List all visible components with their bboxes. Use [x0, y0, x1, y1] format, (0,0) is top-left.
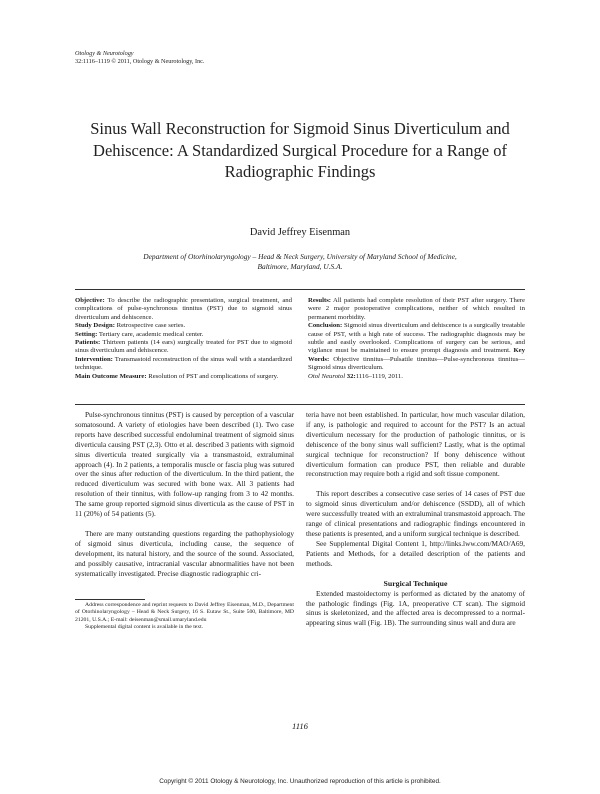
design-label: Study Design:: [75, 322, 115, 330]
results-label: Results:: [308, 297, 332, 304]
abstract-bottom-rule: [75, 404, 525, 405]
cite-pages: 1116–1119, 2011.: [355, 372, 403, 380]
body-right-column: [306, 410, 525, 632]
abstract-left-column: [75, 297, 292, 381]
footnote-supplemental: Supplemental digital content is available in the text.: [85, 624, 204, 631]
design-text: Retrospective case series.: [116, 322, 186, 330]
patients-text: Thirteen patients (14 ears) surgically treated for PST due to sigmoid sinus diverticulum and dehiscence.: [75, 339, 292, 355]
affiliation-line-1: Department of Otorhinolaryngology – Head & Neck Surgery, University of Maryland School of Medicine,: [143, 252, 457, 261]
cite-journal: Otol Neurotol: [308, 372, 346, 380]
abstract-setting: [75, 331, 292, 339]
keywords-label: Key Words:: [308, 347, 525, 363]
body-left-column: [75, 410, 294, 632]
abstract-results: [308, 297, 525, 322]
abstract-outcome: [75, 373, 292, 381]
body-paragraph-1: Pulse-synchronous tinnitus (PST) is caused by perception of a vascular somatosound. A variety of etiologies have been described (1). Two case reports have described successful endoluminal treatment of sigmoid sinus diverticula causing PST (2,3). Otto et al. described 3 patients with sigmoid sinus diverticula treated surgically via a transmastoid, extraluminal approach (4). In 2 patients, a temporalis muscle or fascia plug was sutured over the sinus after reduction of the diverticulum. In the third patient, the reduced diverticulum was secured with bone wax. All 3 patients had resolution of their tinnitus, with follow-up ranging from 3 to 42 months. The same group reported sigmoid sinus diverticula as the cause of PST in 11 (20%) of 54 patients (5).: [75, 410, 294, 519]
article-title: Sinus Wall Reconstruction for Sigmoid Sinus Diverticulum and Dehiscence: A Standardized Surgical Procedure for a Range of Radiographic Findings: [90, 119, 510, 181]
abstract-citation: [308, 373, 525, 381]
objective-text: To describe the radiographic presentation, surgical treatment, and complications of pulse-synchronous tinnitus (PST) due to sigmoid sinus diverticulum and dehiscence.: [75, 297, 292, 321]
intervention-text: Transmastoid reconstruction of the sinus wall with a standardized technique.: [75, 355, 293, 372]
article-body: [75, 410, 525, 632]
author-affiliation: [90, 252, 510, 272]
abstract-patients: [75, 339, 292, 356]
body-paragraph-5: See Supplemental Digital Content 1, http://links.lww.com/MAO/A69, Patients and Methods, for a detailed description of the patients and methods.: [306, 538, 525, 568]
setting-label: Setting:: [75, 330, 98, 338]
journal-name: Otology & Neurotology: [75, 50, 134, 57]
abstract-objective: [75, 297, 292, 322]
body-paragraph-4: This report describes a consecutive case series of 14 cases of PST due to sigmoid sinus diverticulum and/or dehiscence (SSDD), all of which were successfully treated with an extraluminal transmastoid approach. The range of clinical presentations and radiographic findings encountered in these patients is presented, and a uniform surgical technique is described.: [306, 489, 525, 538]
keywords-text: Objective tinnitus—Pulsatile tinnitus—Pulse-synchronous tinnitus—Sigmoid sinus diverticulum.: [308, 355, 525, 372]
abstract-right-column: [308, 297, 525, 381]
abstract-top-rule: [75, 289, 525, 290]
objective-label: Objective:: [75, 297, 105, 304]
journal-header: [75, 50, 204, 66]
section-heading-surgical-technique: Surgical Technique: [383, 578, 448, 588]
copyright-notice: Copyright © 2011 Otology & Neurotology, Inc. Unauthorized reproduction of this article is prohibited.: [159, 778, 441, 785]
body-paragraph-3: teria have not been established. In particular, how much vascular dilation, if any, is pathologic and required to account for the PST? Is an actual diverticulum necessary for the production of pathologic tinnitus, or is dehiscence of the bony sinus wall sufficient? Lastly, what is the optimal surgical technique for reconstruction? If bony dehiscence without diverticulum formation can produce PST, then reliable and durable reconstruction may require both a rigid and soft tissue component.: [306, 410, 525, 479]
outcome-label: Main Outcome Measure:: [75, 372, 147, 380]
intervention-label: Intervention:: [75, 355, 113, 363]
results-text: All patients had complete resolution of their PST after surgery. There were 2 major postoperative complications, neither of which resulted in permanent morbidity.: [308, 297, 525, 321]
conclusion-label: Conclusion:: [308, 322, 343, 330]
affiliation-line-2: Baltimore, Maryland, U.S.A.: [257, 262, 343, 271]
cite-volume: 32:: [346, 372, 356, 380]
abstract-conclusion: [308, 322, 525, 372]
abstract-design: [75, 322, 292, 330]
footnote-rule: [75, 599, 145, 600]
journal-citation: 32:1116–1119 © 2011, Otology & Neurotology, Inc.: [75, 58, 205, 65]
body-paragraph-2: There are many outstanding questions regarding the pathophysiology of sigmoid sinus diverticula, including cause, the sequence of development, its natural history, and the source of the sound. Associated, and possibly causative, intracranial vascular abnormalities have not been systematically investigated. Precise diagnostic radiographic cri-: [75, 528, 294, 578]
footnote-correspondence: Address correspondence and reprint requests to David Jeffrey Eisenman, M.D., Department of Otorhinolaryngology – Head & Neck Surgery, 16 S. Eutaw St., Suite 500, Baltimore, MD 21201, U.S.A.; E-mail: deisenman@smail.umaryland.edu: [75, 601, 294, 623]
author-name: David Jeffrey Eisenman: [249, 227, 351, 238]
page-number: 1116: [292, 721, 308, 731]
abstract: [75, 297, 525, 381]
outcome-text: Resolution of PST and complications of surgery.: [148, 372, 279, 380]
conclusion-text: Sigmoid sinus diverticulum and dehiscence is a surgically treatable cause of PST, with a high rate of success. The radiographic diagnosis may be subtle and easily overlooked. Complications of surgery can be serious, and vigilance must be maintained to ensure prompt diagnosis and treatment.: [308, 322, 526, 355]
abstract-intervention: [75, 356, 292, 373]
setting-text: Tertiary care, academic medical center.: [98, 330, 204, 338]
body-paragraph-6: Extended mastoidectomy is performed as dictated by the anatomy of the pathologic findings (Fig. 1A, preoperative CT scan). The sigmoid sinus is skeletonized, and the affected area is decompressed to a normal-appearing sinus wall (Fig. 1B). The surrounding sinus wall and dura are: [306, 588, 525, 628]
patients-label: Patients:: [75, 339, 101, 347]
